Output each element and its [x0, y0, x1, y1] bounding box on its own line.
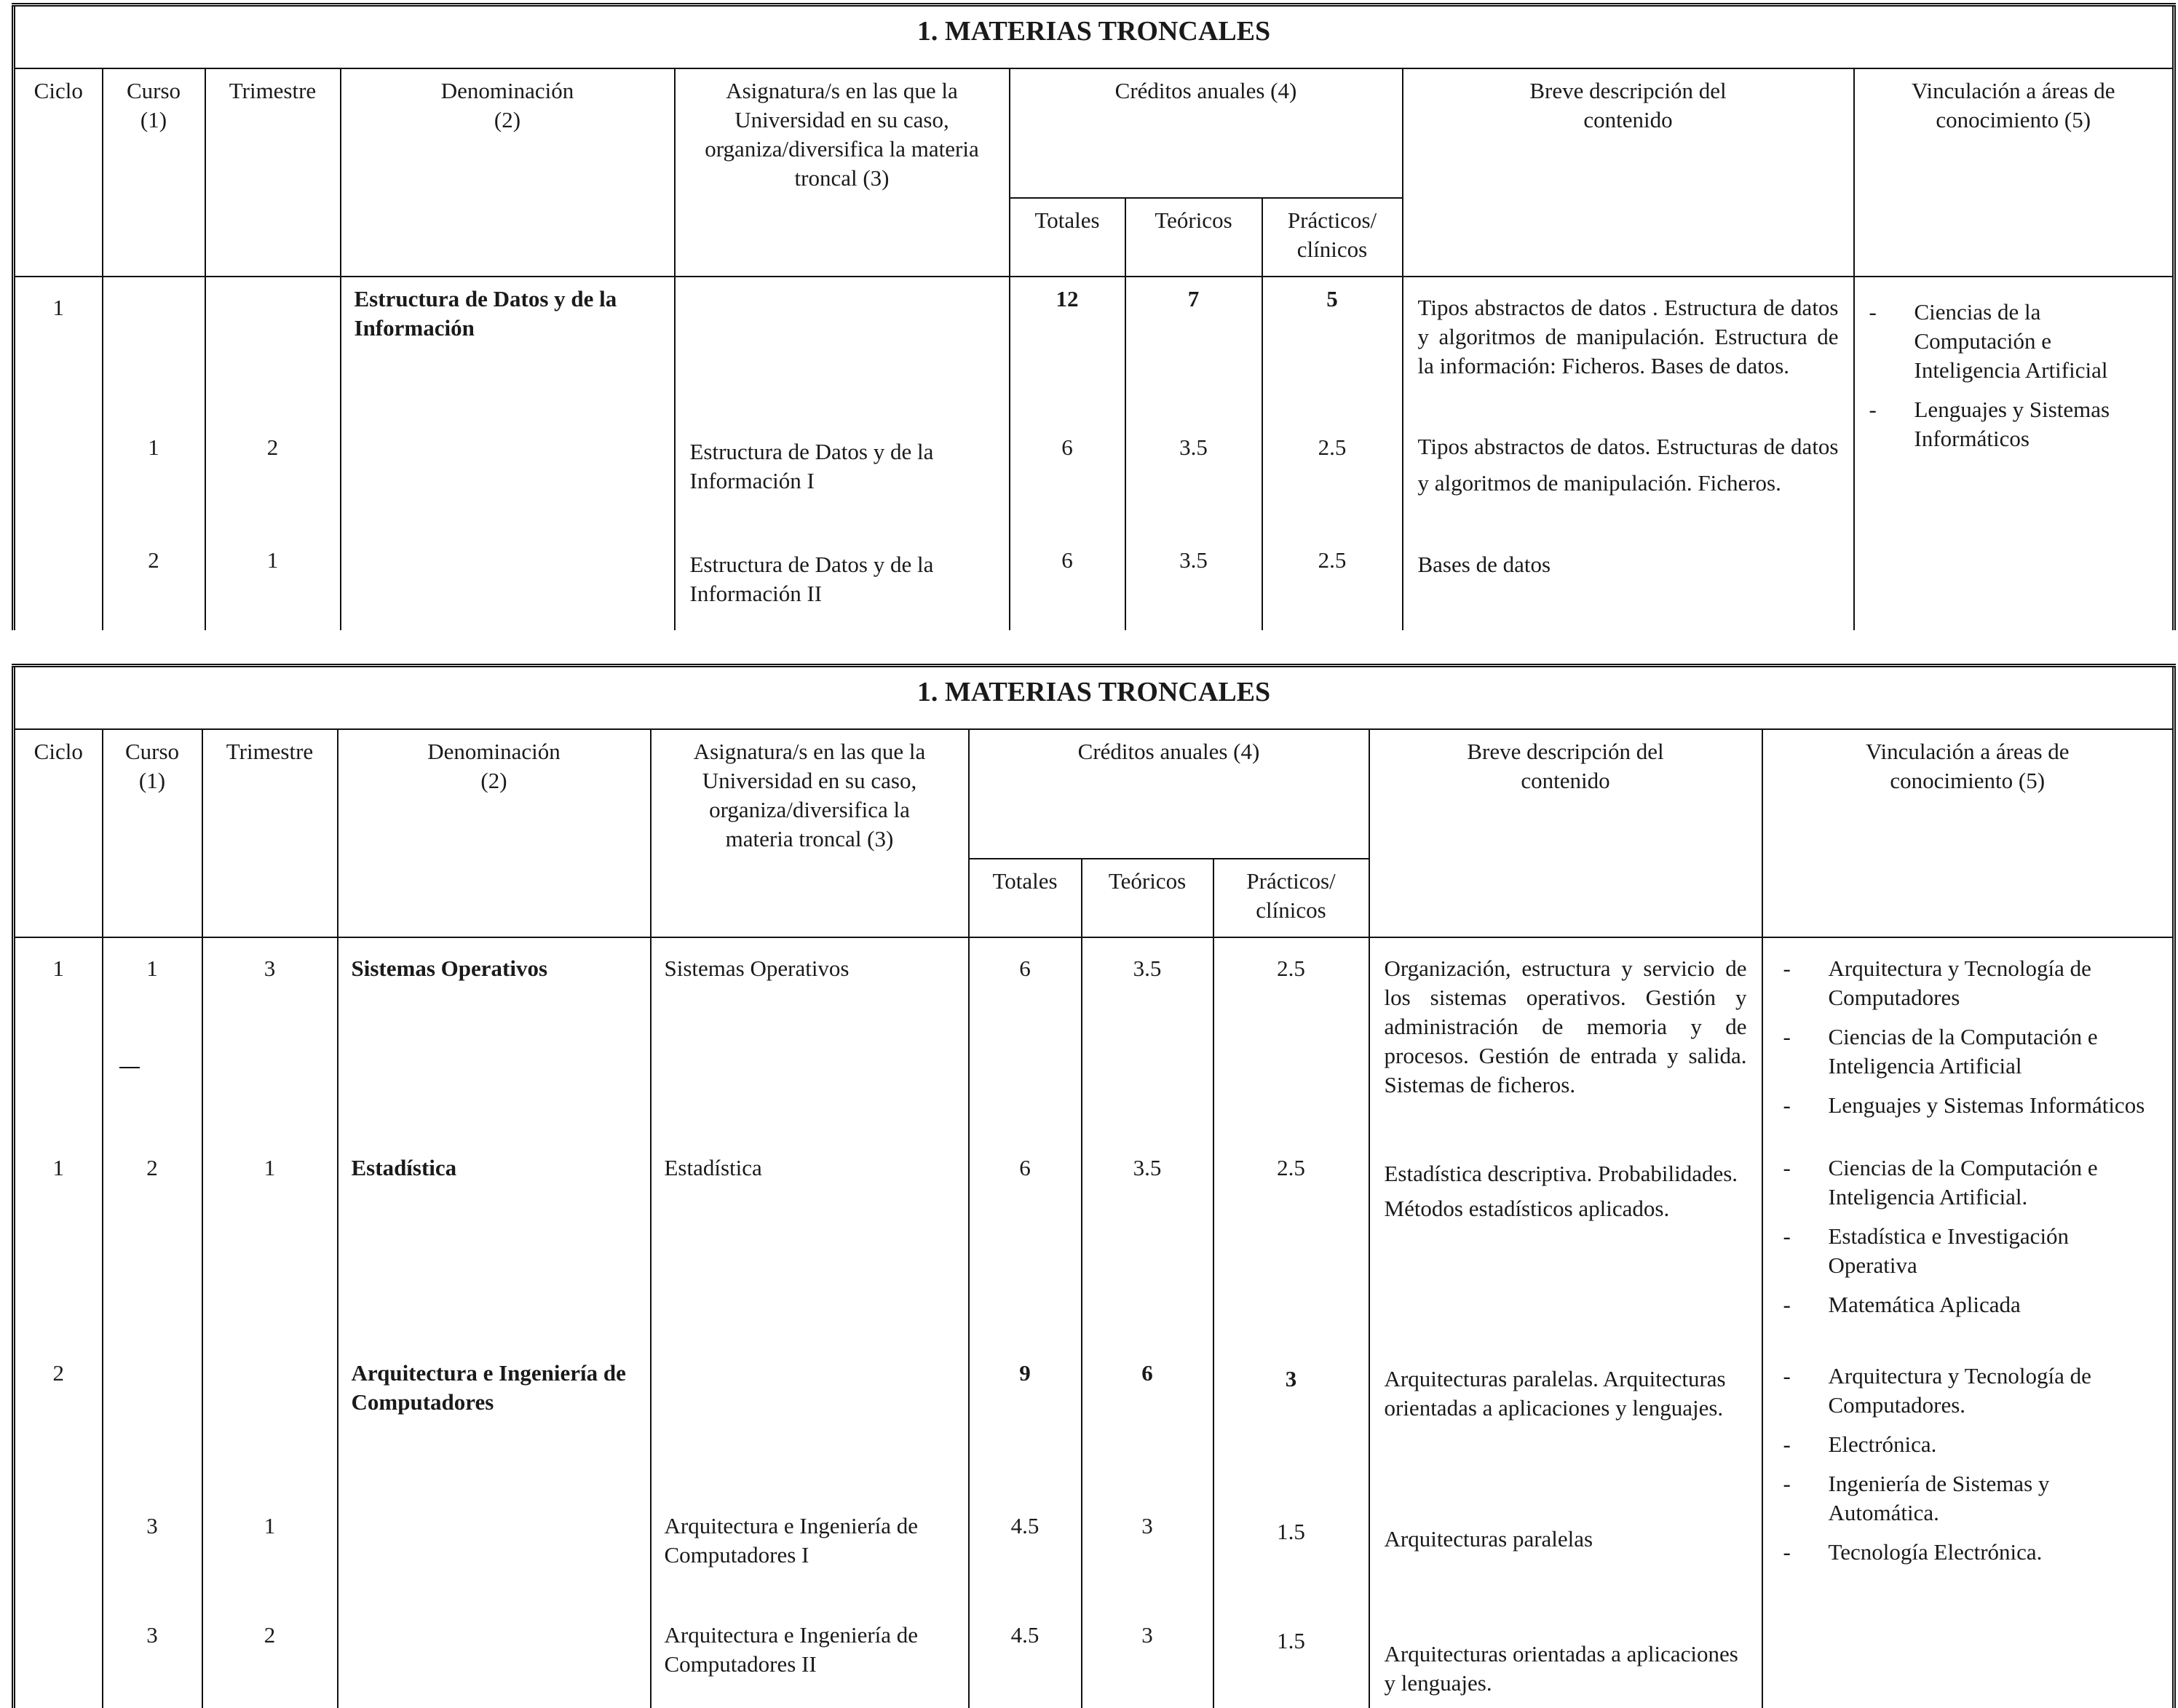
cell-curso: 2	[103, 539, 205, 630]
cell-teoricos: 3.5	[1082, 1146, 1213, 1351]
cell-teoricos: 3.5	[1125, 539, 1262, 630]
header-curso: Curso (1)	[103, 729, 202, 937]
cell-descripcion: Arquitecturas paralelas. Arquitecturas orientadas a aplicaciones y lenguajes.	[1369, 1351, 1762, 1504]
cell-asignatura: Estructura de Datos y de la Información I	[675, 426, 1010, 539]
cell-curso: 1	[103, 426, 205, 539]
cell-denominacion	[338, 1613, 651, 1708]
cell-vinculacion	[1762, 937, 2174, 1146]
table-title: 1. MATERIAS TRONCALES	[14, 5, 2174, 69]
areas-list	[1778, 1153, 2158, 1319]
cell-asignatura: Estadística	[651, 1146, 969, 1351]
dash-mark	[119, 1067, 140, 1068]
cell-practicos: 5	[1262, 277, 1403, 426]
cell-denominacion	[338, 1504, 651, 1613]
area-item: - Arquitectura y Tecnología de Computadores	[1778, 954, 2158, 1012]
header-asignaturas: Asignatura/s en las que la Universidad en su caso, organiza/diversifica la materia troncal (3)	[675, 68, 1010, 277]
area-item: - Arquitectura y Tecnología de Computadores.	[1778, 1362, 2158, 1420]
cell-curso	[103, 277, 205, 426]
cell-curso: 1	[103, 937, 202, 1146]
cell-denominacion: Sistemas Operativos	[338, 937, 651, 1146]
sheet-1	[12, 3, 2172, 639]
header-trimestre: Trimestre	[202, 729, 338, 937]
cell-ciclo: 1	[14, 937, 103, 1146]
header-practicos: Prácticos/ clínicos	[1213, 859, 1369, 937]
cell-asignatura	[675, 277, 1010, 426]
cell-vinculacion	[1762, 1351, 2174, 1708]
cell-totales: 12	[1010, 277, 1125, 426]
cell-practicos: 2.5	[1262, 426, 1403, 539]
header-creditos: Créditos anuales (4)	[1010, 68, 1403, 198]
area-item: - Matemática Aplicada	[1778, 1290, 2158, 1319]
cell-denominacion	[341, 539, 675, 630]
cell-trimestre: 2	[205, 426, 341, 539]
cell-trimestre: 2	[202, 1613, 338, 1708]
cell-asignatura: Estructura de Datos y de la Información II	[675, 539, 1010, 630]
cell-trimestre	[205, 277, 341, 426]
cell-trimestre: 1	[202, 1146, 338, 1351]
cell-teoricos: 3	[1082, 1504, 1213, 1613]
cell-totales: 4.5	[969, 1504, 1082, 1613]
header-creditos: Créditos anuales (4)	[969, 729, 1369, 859]
cell-totales: 6	[969, 1146, 1082, 1351]
cell-asignatura	[651, 1351, 969, 1504]
cell-asignatura: Sistemas Operativos	[651, 937, 969, 1146]
header-descripcion: Breve descripción del contenido	[1369, 729, 1762, 937]
cell-descripcion: Organización, estructura y servicio de los sistemas operativos. Gestión y administración de memoria y de procesos. Gestión de entrada y salida. Sistemas de ficheros.	[1369, 937, 1762, 1146]
cell-practicos: 2.5	[1213, 937, 1369, 1146]
cell-curso	[103, 1351, 202, 1504]
header-vinculacion: Vinculación a áreas de conocimiento (5)	[1854, 68, 2174, 277]
header-teoricos: Teóricos	[1082, 859, 1213, 937]
area-item: - Ciencias de la Computación e Inteligencia Artificial.	[1778, 1153, 2158, 1212]
cell-descripcion: Arquitecturas orientadas a aplicaciones y lenguajes.	[1369, 1613, 1762, 1708]
header-curso: Curso (1)	[103, 68, 205, 277]
areas-list	[1778, 1362, 2158, 1567]
cell-ciclo	[14, 539, 103, 630]
cell-trimestre	[202, 1351, 338, 1504]
cell-descripcion: Arquitecturas paralelas	[1369, 1504, 1762, 1613]
cell-ciclo	[14, 426, 103, 539]
cell-practicos: 1.5	[1213, 1504, 1369, 1613]
cell-descripcion: Tipos abstractos de datos. Estructuras de datos y algoritmos de manipulación. Ficheros.	[1403, 426, 1854, 539]
header-ciclo: Ciclo	[14, 68, 103, 277]
cell-totales: 6	[1010, 539, 1125, 630]
cell-ciclo: 2	[14, 1351, 103, 1504]
header-trimestre: Trimestre	[205, 68, 341, 277]
troncales-table-1	[12, 3, 2176, 630]
cell-ciclo	[14, 1504, 103, 1613]
cell-totales: 9	[969, 1351, 1082, 1504]
cell-teoricos: 3.5	[1125, 426, 1262, 539]
cell-ciclo: 1	[14, 1146, 103, 1351]
table-title: 1. MATERIAS TRONCALES	[14, 666, 2174, 730]
cell-totales: 6	[1010, 426, 1125, 539]
area-item: - Estadística e Investigación Operativa	[1778, 1222, 2158, 1280]
cell-totales: 4.5	[969, 1613, 1082, 1708]
cell-teoricos: 6	[1082, 1351, 1213, 1504]
cell-descripcion: Bases de datos	[1403, 539, 1854, 630]
areas-list	[1864, 298, 2164, 453]
troncales-table-2	[12, 664, 2176, 1708]
header-totales: Totales	[969, 859, 1082, 937]
cell-descripcion: Estadística descriptiva. Probabilidades. Métodos estadísticos aplicados.	[1369, 1146, 1762, 1351]
cell-vinculacion	[1762, 1146, 2174, 1351]
header-asignaturas: Asignatura/s en las que la Universidad en su caso, organiza/diversifica la materia troncal (3)	[651, 729, 969, 937]
cell-descripcion: Tipos abstractos de datos . Estructura de datos y algoritmos de manipulación. Estructura de la información: Ficheros. Bases de datos.	[1403, 277, 1854, 426]
cell-teoricos: 7	[1125, 277, 1262, 426]
cell-curso: 3	[103, 1504, 202, 1613]
cell-trimestre: 3	[202, 937, 338, 1146]
sheet-2	[12, 664, 2172, 1696]
header-totales: Totales	[1010, 198, 1125, 277]
areas-list	[1778, 954, 2158, 1120]
cell-practicos: 1.5	[1213, 1613, 1369, 1708]
cell-vinculacion	[1854, 277, 2174, 630]
cell-curso: 2	[103, 1146, 202, 1351]
cell-trimestre: 1	[202, 1504, 338, 1613]
header-descripcion: Breve descripción del contenido	[1403, 68, 1854, 277]
cell-denominacion	[341, 426, 675, 539]
cell-totales: 6	[969, 937, 1082, 1146]
area-item: - Electrónica.	[1778, 1430, 2158, 1459]
area-item: - Lenguajes y Sistemas Informáticos	[1778, 1091, 2158, 1120]
cell-denominacion: Estadística	[338, 1146, 651, 1351]
cell-trimestre: 1	[205, 539, 341, 630]
area-item: - Ciencias de la Computación e Inteligencia Artificial	[1778, 1022, 2158, 1081]
header-denominacion: Denominación (2)	[338, 729, 651, 937]
header-teoricos: Teóricos	[1125, 198, 1262, 277]
area-item: - Lenguajes y Sistemas Informáticos	[1864, 395, 2164, 453]
cell-asignatura: Arquitectura e Ingeniería de Computadores I	[651, 1504, 969, 1613]
cell-practicos: 3	[1213, 1351, 1369, 1504]
area-item: - Tecnología Electrónica.	[1778, 1538, 2158, 1567]
cell-practicos: 2.5	[1213, 1146, 1369, 1351]
cell-teoricos: 3.5	[1082, 937, 1213, 1146]
header-denominacion: Denominación (2)	[341, 68, 675, 277]
cell-denominacion: Estructura de Datos y de la Información	[341, 277, 675, 426]
cell-ciclo	[14, 1613, 103, 1708]
cell-teoricos: 3	[1082, 1613, 1213, 1708]
cell-curso: 3	[103, 1613, 202, 1708]
header-vinculacion: Vinculación a áreas de conocimiento (5)	[1762, 729, 2174, 937]
header-practicos: Prácticos/ clínicos	[1262, 198, 1403, 277]
cell-ciclo: 1	[14, 277, 103, 426]
area-item: - Ciencias de la Computación e Inteligencia Artificial	[1864, 298, 2164, 385]
cell-asignatura: Arquitectura e Ingeniería de Computadores II	[651, 1613, 969, 1708]
area-item: - Ingeniería de Sistemas y Automática.	[1778, 1469, 2158, 1528]
cell-practicos: 2.5	[1262, 539, 1403, 630]
header-ciclo: Ciclo	[14, 729, 103, 937]
cell-denominacion: Arquitectura e Ingeniería de Computadores	[338, 1351, 651, 1504]
